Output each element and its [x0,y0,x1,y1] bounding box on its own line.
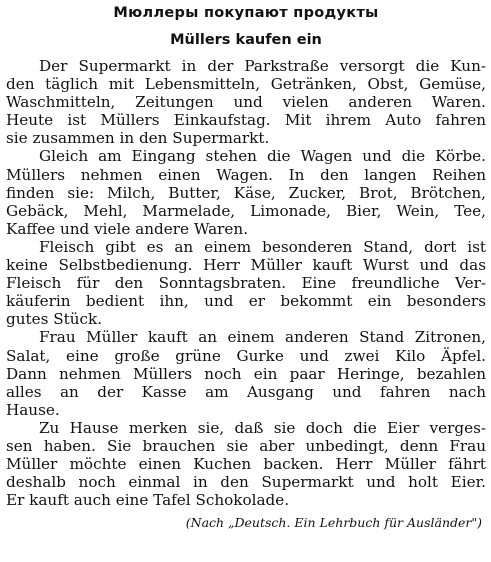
title-german: Müllers kaufen ein [170,32,322,48]
text-line: Der Supermarkt in der Parkstraße versorgt die Kun- [39,57,486,75]
text-line: keine Selbstbedienung. Herr Müller kauft Wurst und das [6,256,486,275]
title-russian: Мюллеры покупают продукты [113,5,379,21]
text-line: Heute ist Müllers Einkaufstag. Mit ihrem Auto fahren [6,111,486,130]
text-line: Salat, eine große grüne Gurke und zwei Kilo Äpfel. [6,346,486,365]
text-line: Waschmitteln, Zeitungen und vielen anderen Waren. [6,93,486,112]
text-line: Zu Hause merken sie, daß sie doch die Eier verges- [39,418,486,437]
document-page [6,4,486,531]
text-line: Frau Müller kauft an einem anderen Stand Zitronen, [39,328,486,347]
paragraph-2 [6,147,486,237]
text-line: alles an der Kasse am Ausgang und fahren nach [6,382,486,401]
text-line: deshalb noch einmal in den Supermarkt und holt Eier. [6,473,486,492]
text-line: Gebäck, Mehl, Marmelade, Limonade, Bier, Wein, Tee, [6,201,486,220]
paragraph-4 [6,328,486,418]
text-line: Kaffee und viele andere Waren. [6,219,249,238]
text-line: Gleich am Eingang stehen die Wagen und die Körbe. [39,147,486,166]
text-line: käuferin bedient ihn, und er bekommt ein besonders [6,292,486,311]
text-line: Hause. [6,400,60,419]
text-line: Dann nehmen Müllers noch ein paar Heringe, bezahlen [6,364,486,383]
text-line: Fleisch für den Sonntagsbraten. Eine freundliche Ver- [6,274,486,293]
text-line: gutes Stück. [6,310,103,329]
text-line: finden sie: Milch, Butter, Käse, Zucker, Brot, Brötchen, [6,183,486,202]
text-line: den täglich mit Lebensmitteln, Getränken, Obst, Gemüse, [6,75,486,94]
text-line: sie zusammen in den Supermarkt. [6,129,270,148]
text-line: sen haben. Sie brauchen sie aber unbedingt, denn Frau [6,436,486,455]
paragraph-5 [6,419,486,509]
paragraph-1 [6,57,486,147]
text-line: Fleisch gibt es an einem besonderen Stand, dort ist [39,237,486,256]
text-line: Er kauft auch eine Tafel Schokolade. [6,491,290,510]
source-citation: (Nach „Deutsch. Ein Lehrbuch für Ausländer") [185,515,482,531]
text-line: Müller möchte einen Kuchen backen. Herr Müller fährt [6,455,486,474]
text-line: Müllers nehmen einen Wagen. In den langen Reihen [6,165,486,184]
paragraph-3 [6,238,486,328]
